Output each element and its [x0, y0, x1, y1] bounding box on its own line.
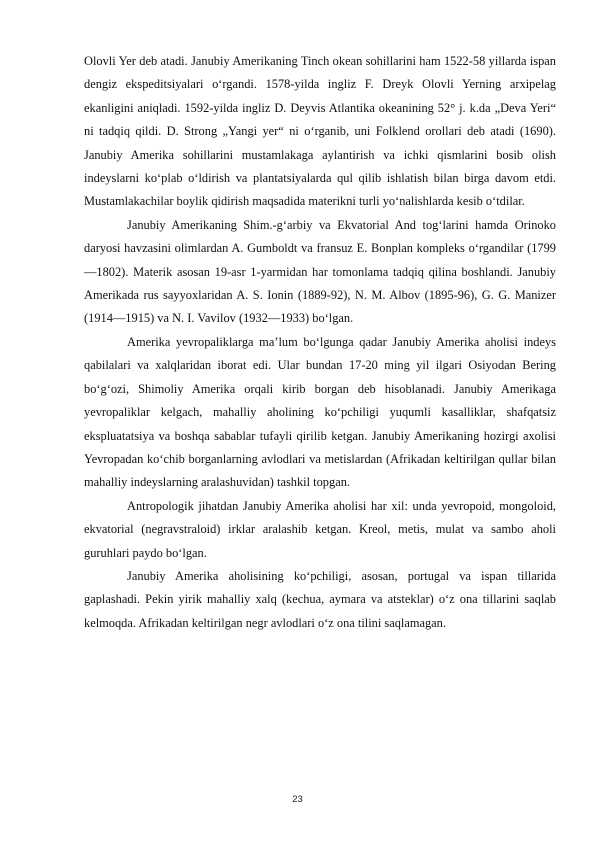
paragraph: Janubiy Amerikaning Shim.-gʻarbiy va Ekvatorial And togʻlarini hamda Orinoko daryosi havzasini olimlardan A. Gumboldt va fransuz E. Bonplan kompleks oʻrgandilar (1799—1802). Materik asosan 19-asr 1-yarmidan har tomonlama tadqiq qilina boshlandi. Janubiy Amerikada rus sayyoxlaridan A. S. Ionin (1889-92), N. M. Albov (1895-96), G. G. Manizer (1914—1915) va N. I. Vavilov (1932—1933) boʻlgan. [84, 217, 556, 326]
page-body [84, 50, 556, 635]
paragraph: Janubiy Amerika aholisining koʻpchiligi, asosan, portugal va ispan tillarida gaplashadi. Pekin yirik mahalliy xalq (kechua, aymara va atsteklar) oʻz ona tillarini saqlab kelmoqda. Afrikadan keltirilgan negr avlodlari oʻz ona tilini saqlamagan. [84, 568, 556, 630]
paragraph: Olovli Yer deb atadi. Janubiy Amerikaning Tinch okean sohillarini ham 1522-58 yillarda ispan dengiz ekspeditsiyalari oʻrgandi. 1578-yilda ingliz F. Dreyk Olovli Yerning arxipelag ekanligini aniqladi. 1592-yilda ingliz D. Deyvis Atlantika okeanining 52° j. k.da „Deva Yeri“ ni tadqiq qildi. D. Strong „Yangi yer“ ni oʻrganib, uni Folklend orollari deb atadi (1690). Janubiy Amerika sohillarini mustamlakaga aylantirish va ichki qismlarini bosib olish indeyslarni koʻplab oʻldirish va plantatsiyalarda qul qilib ishlatish bilan birga davom etdi. Mustamlakachilar boylik qidirish maqsadida materikni turli yoʻnalishlarda kesib oʻtdilar. [84, 54, 556, 209]
paragraph: Amerika yevropaliklarga maʼlum boʻlgunga qadar Janubiy Amerika aholisi indeys qabilalari va xalqlaridan iborat edi. Ular bundan 17-20 ming yil ilgari Osiyodan Bering boʻgʻozi, Shimoliy Amerika orqali kirib borgan deb hisoblanadi. Janubiy Amerikaga yevropaliklar kelgach, mahalliy aholining koʻpchiligi yuqumli kasalliklar, shafqatsiz ekspluatatsiya va boshqa sabablar tufayli qirilib ketgan. Janubiy Amerikaning hozirgi axolisi Yevropadan koʻchib borganlarning avlodlari va metislardan (Afrikadan keltirilgan qullar bilan mahalliy indeyslarning aralashuvidan) tashkil topgan. [84, 334, 556, 490]
page-number: 23 [292, 794, 303, 805]
paragraph: Antropologik jihatdan Janubiy Amerika aholisi har xil: unda yevropoid, mongoloid, ekvatorial (negravstraloid) irklar aralashib ketgan. Kreol, metis, mulat va sambo aholi guruhlari paydo boʻlgan. [84, 498, 556, 560]
